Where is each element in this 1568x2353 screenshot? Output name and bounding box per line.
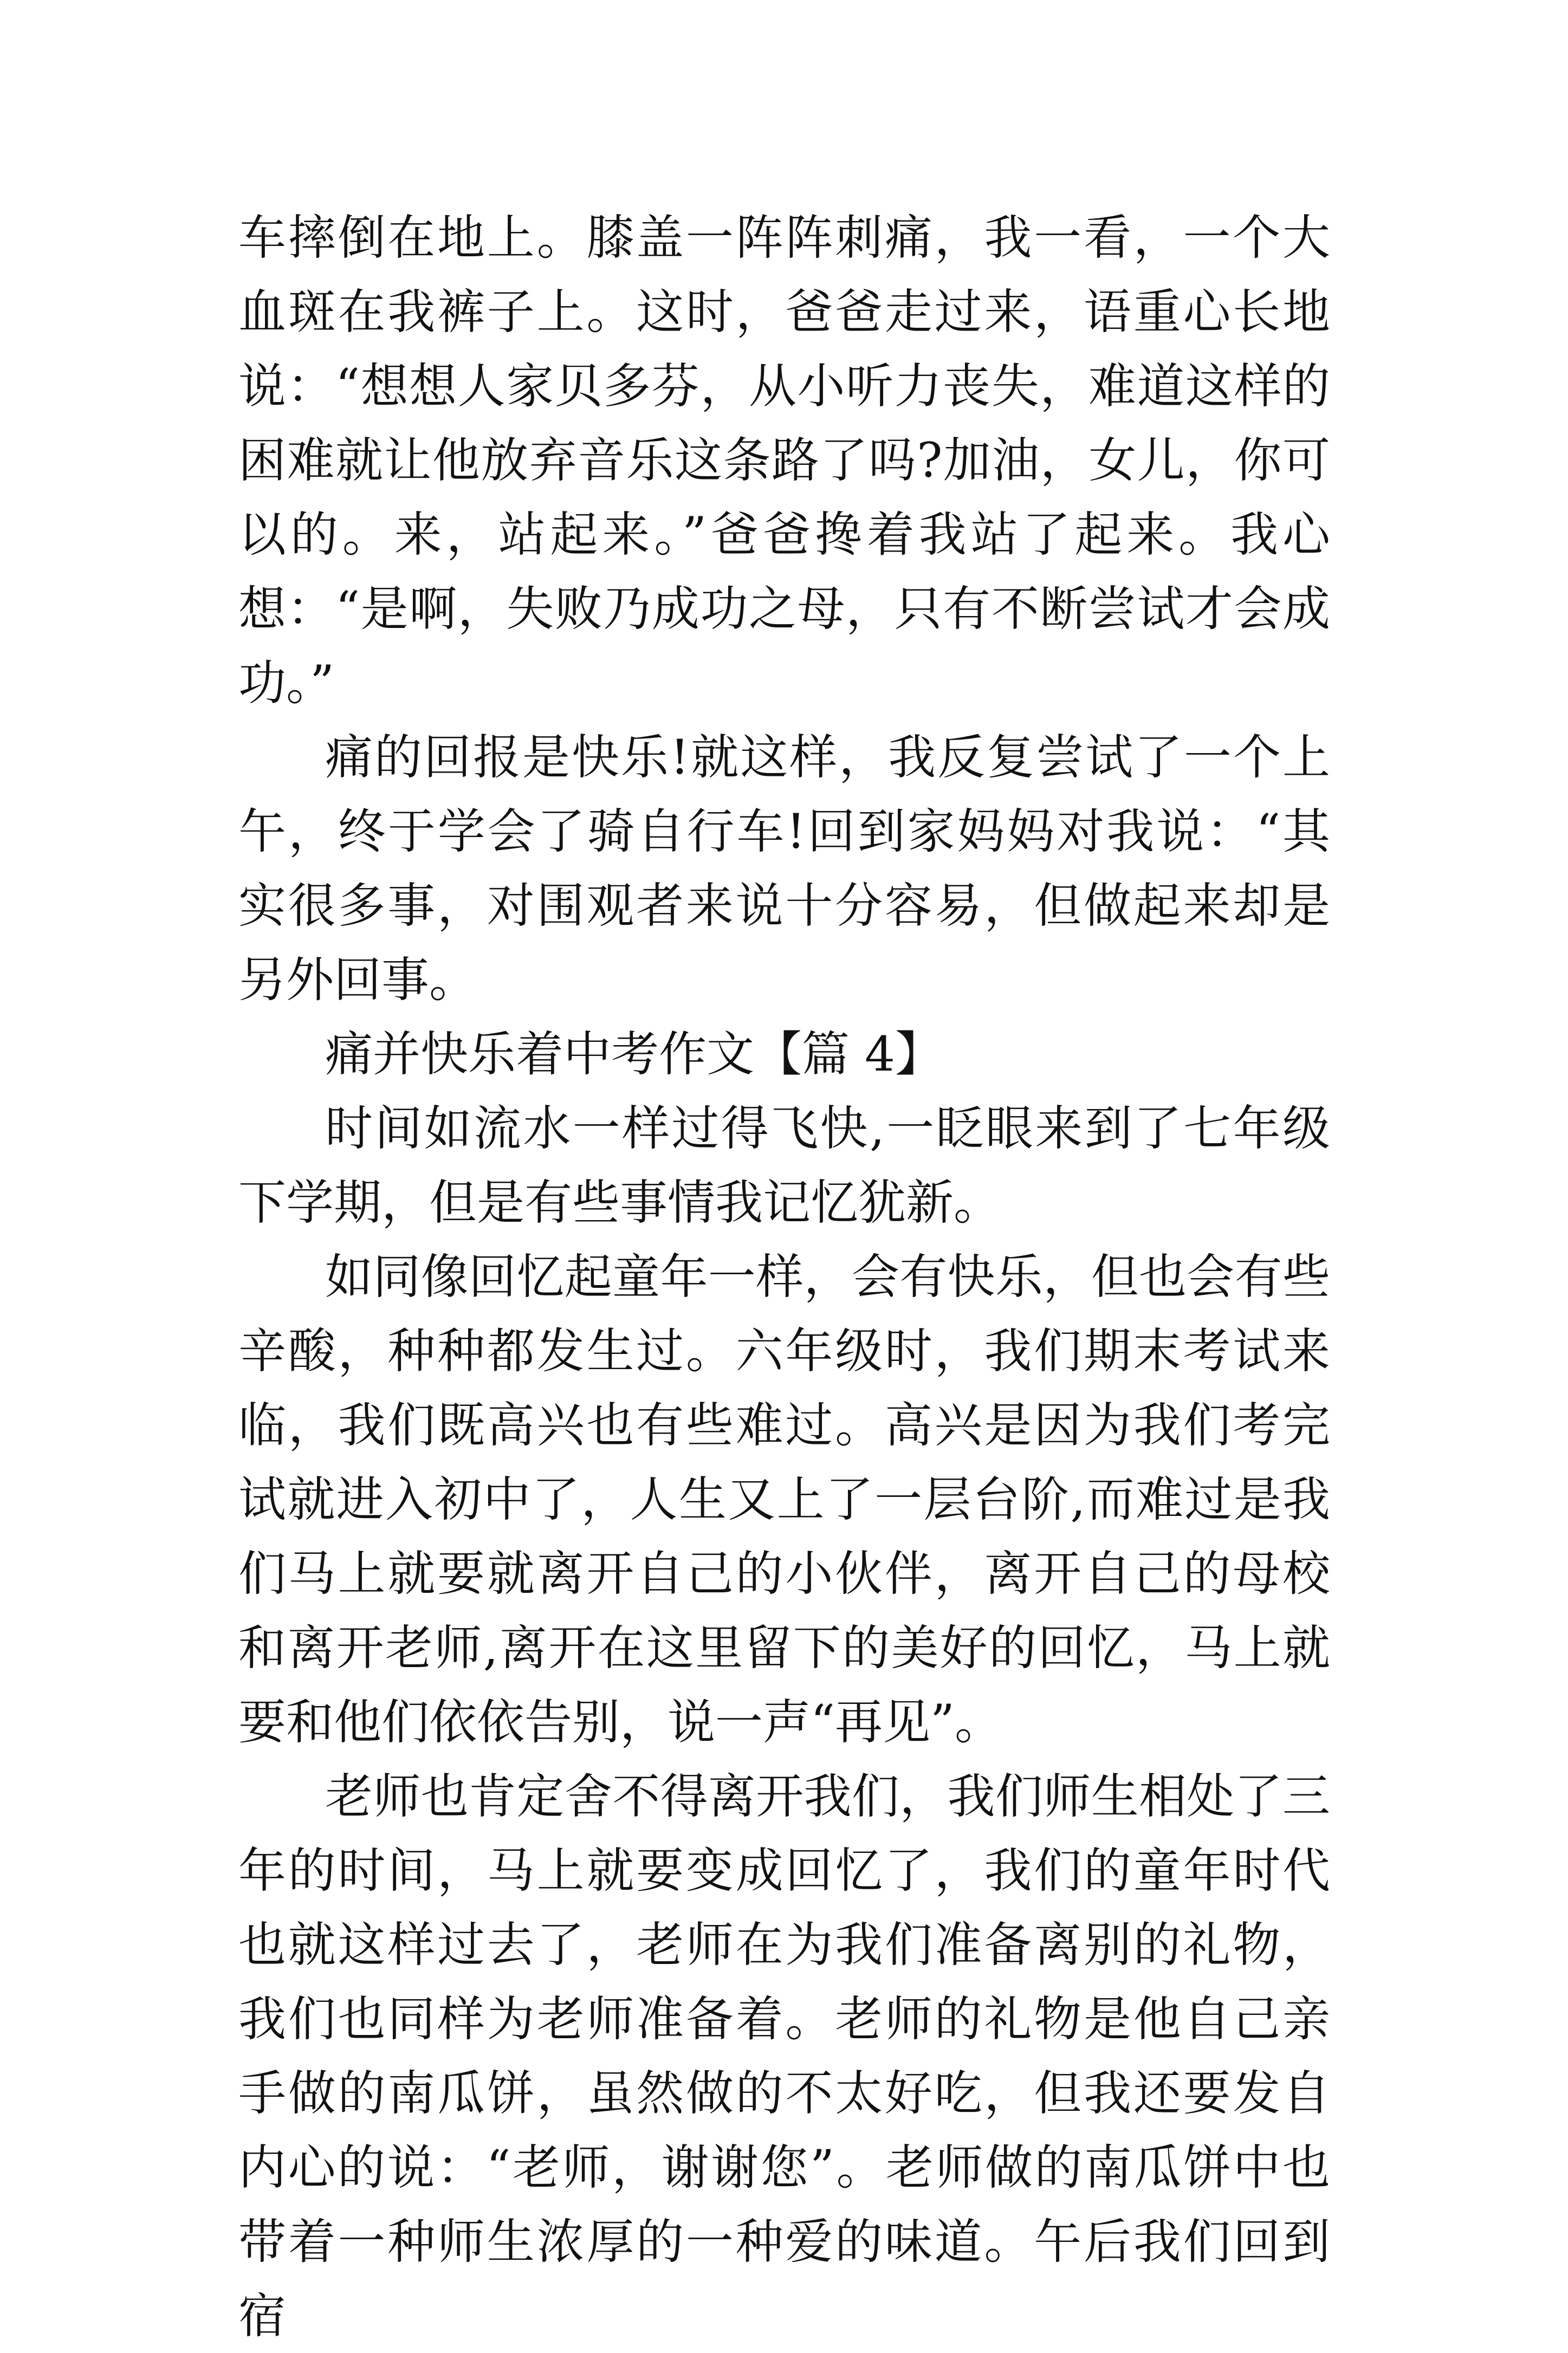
paragraph: 时间如流水一样过得飞快,一眨眼来到了七年级下学期，但是有些事情我记忆犹新。 (238, 1100, 1330, 1230)
paragraph: 如同像回忆起童年一样，会有快乐，但也会有些辛酸，种种都发生过。六年级时，我们期末考试来临，我们既高兴也有些难过。高兴是因为我们考完试就进入初中了，人生又上了一层台阶,而难过是我们马上就要就离开自己的小伙伴，离开自己的母校和离开老师,离开在这里留下的美好的回忆，马上就要和他们依依告别，说一声“再见”。 (238, 1249, 1330, 1750)
paragraph: 车摔倒在地上。膝盖一阵阵刺痛，我一看，一个大血斑在我裤子上。这时，爸爸走过来，语重心长地说：“想想人家贝多芬，从小听力丧失，难道这样的困难就让他放弃音乐这条路了吗?加油，女儿，你可以的。来，站起来。”爸爸搀着我站了起来。我心想：“是啊，失败乃成功之母，只有不断尝试才会成功。” (238, 210, 1330, 711)
section-heading: 痛并快乐着中考作文【篇 4】 (325, 1026, 943, 1082)
document-body (238, 200, 1330, 2353)
paragraph: 痛的回报是快乐!就这样，我反复尝试了一个上午，终于学会了骑自行车!回到家妈妈对我说：“其实很多事，对围观者来说十分容易，但做起来却是另外回事。 (238, 729, 1330, 1008)
paragraph: 老师也肯定舍不得离开我们，我们师生相处了三年的时间，马上就要变成回忆了，我们的童年时代也就这样过去了，老师在为我们准备离别的礼物，我们也同样为老师准备着。老师的礼物是他自己亲手做的南瓜饼，虽然做的不太好吃，但我还要发自内心的说：“老师，谢谢您”。老师做的南瓜饼中也带着一种师生浓厚的一种爱的味道。午后我们回到宿 (238, 1768, 1330, 2344)
